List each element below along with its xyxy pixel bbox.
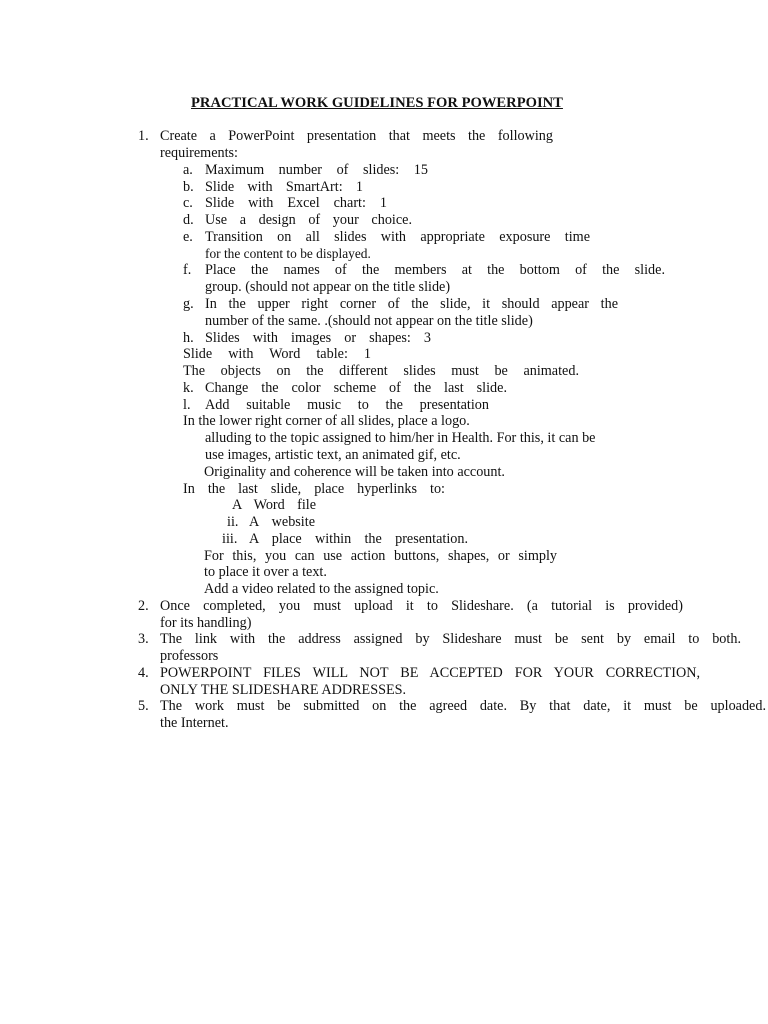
item-4-line-2: ONLY THE SLIDESHARE ADDRESSES.: [160, 682, 407, 698]
logo-line-1: In the lower right corner of all slides, place a logo.: [183, 413, 470, 429]
logo-line-4: Originality and coherence will be taken into account.: [204, 464, 505, 480]
sub-h-marker: h.: [183, 330, 194, 346]
item-5-number: 5.: [138, 698, 149, 714]
sub-k-marker: k.: [183, 380, 194, 396]
item-4-number: 4.: [138, 665, 149, 681]
animated-line: The objects on the different slides must be animated.: [183, 363, 579, 379]
sub-g-marker: g.: [183, 296, 194, 312]
sub-c-text: Slide with Excel chart: 1: [205, 195, 387, 211]
sub-g-text: In the upper right corner of the slide, it should appear the: [205, 296, 618, 312]
sub-h-text: Slides with images or shapes: 3: [205, 330, 431, 346]
item-2-line-1: Once completed, you must upload it to Slideshare. (a tutorial is provided): [160, 598, 683, 614]
hyperlink-item-1: A Word file: [232, 497, 316, 513]
sub-f-text: Place the names of the members at the bottom of the slide.: [205, 262, 665, 278]
sub-c-marker: c.: [183, 195, 193, 211]
sub-g-continuation: number of the same. .(should not appear on the title slide): [205, 313, 533, 329]
item-4-line-1: POWERPOINT FILES WILL NOT BE ACCEPTED FOR YOUR CORRECTION,: [160, 665, 700, 681]
sub-f-continuation: group. (should not appear on the title slide): [205, 279, 451, 295]
hyperlink-item-2: A website: [249, 514, 315, 530]
sub-d-text: Use a design of your choice.: [205, 212, 412, 228]
hyperlink-item-3: A place within the presentation.: [249, 531, 468, 547]
hyperlink-item-2-marker: ii.: [227, 514, 239, 530]
hyperlinks-intro: In the last slide, place hyperlinks to:: [183, 481, 445, 497]
item-3-line-1: The link with the address assigned by Slideshare must be sent by email to both.: [160, 631, 741, 647]
item-5-line-2: the Internet.: [160, 715, 229, 731]
sub-d-marker: d.: [183, 212, 194, 228]
word-table-line: Slide with Word table: 1: [183, 346, 371, 362]
sub-a-marker: a.: [183, 162, 193, 178]
item-5-line-1: The work must be submitted on the agreed date. By that date, it must be uploaded.: [160, 698, 766, 714]
sub-b-text: Slide with SmartArt: 1: [205, 179, 363, 195]
hyperlinks-note-2: to place it over a text.: [204, 564, 327, 580]
item-1-number: 1.: [138, 128, 149, 144]
document-title: PRACTICAL WORK GUIDELINES FOR POWERPOINT: [191, 95, 563, 111]
hyperlink-item-3-marker: iii.: [222, 531, 238, 547]
sub-e-text: Transition on all slides with appropriate exposure time: [205, 229, 590, 245]
sub-e-continuation: for the content to be displayed.: [205, 246, 371, 261]
item-2-line-2: for its handling): [160, 615, 252, 631]
sub-f-marker: f.: [183, 262, 192, 278]
item-1-line-2: requirements:: [160, 145, 239, 161]
item-1-line-1: Create a PowerPoint presentation that meets the following: [160, 128, 553, 144]
sub-b-marker: b.: [183, 179, 194, 195]
sub-k-text: Change the color scheme of the last slide.: [205, 380, 507, 396]
sub-e-marker: e.: [183, 229, 193, 245]
sub-l-text: Add suitable music to the presentation: [205, 397, 489, 413]
logo-line-3: use images, artistic text, an animated gif, etc.: [205, 447, 461, 463]
sub-l-marker: l.: [183, 397, 191, 413]
item-3-number: 3.: [138, 631, 149, 647]
item-2-number: 2.: [138, 598, 149, 614]
hyperlinks-note-1: For this, you can use action buttons, shapes, or simply: [204, 548, 557, 564]
sub-a-text: Maximum number of slides: 15: [205, 162, 428, 178]
logo-line-2: alluding to the topic assigned to him/her in Health. For this, it can be: [205, 430, 596, 446]
item-3-line-2: professors: [160, 648, 219, 664]
video-line: Add a video related to the assigned topic.: [204, 581, 439, 597]
